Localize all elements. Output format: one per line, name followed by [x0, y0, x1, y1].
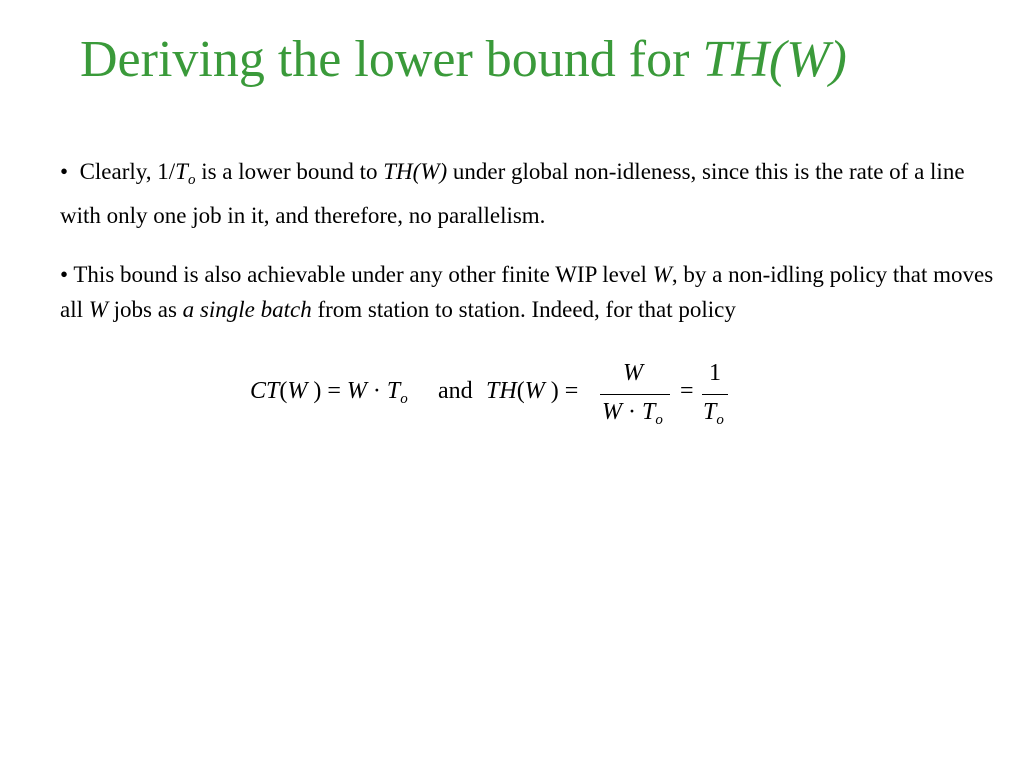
p2-text-7: from station to station. Indeed, for that policy — [311, 297, 736, 322]
frac1-den-mult: · — [628, 399, 636, 425]
frac2-numerator: 1 — [709, 360, 721, 386]
frac1-num-w: W — [623, 360, 643, 386]
frac2-den-sub: o — [716, 412, 724, 428]
formula-w: W — [346, 378, 367, 404]
p2-text-5: jobs as — [107, 297, 183, 322]
formula-t: T — [386, 378, 401, 404]
p2-var-w: W — [652, 262, 672, 287]
formula-ct-symbol: CT — [250, 378, 280, 404]
formula-th-paren-open: ( — [516, 378, 525, 404]
frac1-line — [600, 394, 670, 395]
frac2-denominator — [703, 399, 724, 429]
title-italic-text: TH(W) — [702, 31, 847, 88]
frac1-denominator — [602, 399, 663, 429]
formula-mult: · — [372, 378, 381, 404]
bullet-glyph: • — [60, 159, 69, 184]
slide-title — [80, 28, 847, 92]
formula-paren-close: ) — [307, 378, 322, 404]
formula-eq-2: = — [564, 378, 579, 404]
paragraph-1 — [60, 154, 1000, 233]
frac1-den-w: W — [602, 399, 622, 425]
frac1-numerator — [623, 360, 643, 387]
p1-text-5: under global non-idleness, since this is the rate of a line with only one job in it, and therefore, no parallelism. — [60, 159, 965, 228]
paragraph-2 — [60, 257, 1000, 327]
p2-single-batch: a single batch — [182, 297, 312, 322]
p2-text-1: • This bound is also achievable under any other finite WIP level — [60, 262, 653, 287]
formula-and: and — [438, 378, 473, 404]
formula-ct-w: W — [287, 378, 308, 404]
frac2-den-t: T — [703, 399, 717, 425]
formula-eq-3: = — [680, 378, 694, 404]
formula-th-w: W — [524, 378, 545, 404]
formula-th-symbol: TH — [486, 378, 517, 404]
p2-text-3: , by a non-idling policy that moves all — [60, 262, 994, 322]
formula-eq-1: = — [327, 378, 341, 404]
p1-text-3: is a lower bound to — [195, 159, 384, 184]
p1-text-1: Clearly, 1/ — [79, 159, 176, 184]
formula-paren-open: ( — [279, 378, 288, 404]
formula-th — [486, 378, 578, 405]
p2-var-w-2: W — [88, 297, 108, 322]
frac1-den-t: T — [642, 399, 656, 425]
p1-var-t: T — [175, 159, 188, 184]
frac1-den-sub: o — [655, 412, 663, 428]
formula-sub-o: o — [400, 391, 408, 407]
p1-sub-o: o — [187, 172, 196, 188]
formula — [250, 358, 770, 438]
frac2-line — [702, 394, 728, 395]
formula-ct — [250, 378, 408, 408]
title-text: Deriving the lower bound for — [80, 31, 703, 88]
p1-th-w: TH(W) — [383, 159, 448, 184]
formula-th-paren-close: ) — [544, 378, 559, 404]
